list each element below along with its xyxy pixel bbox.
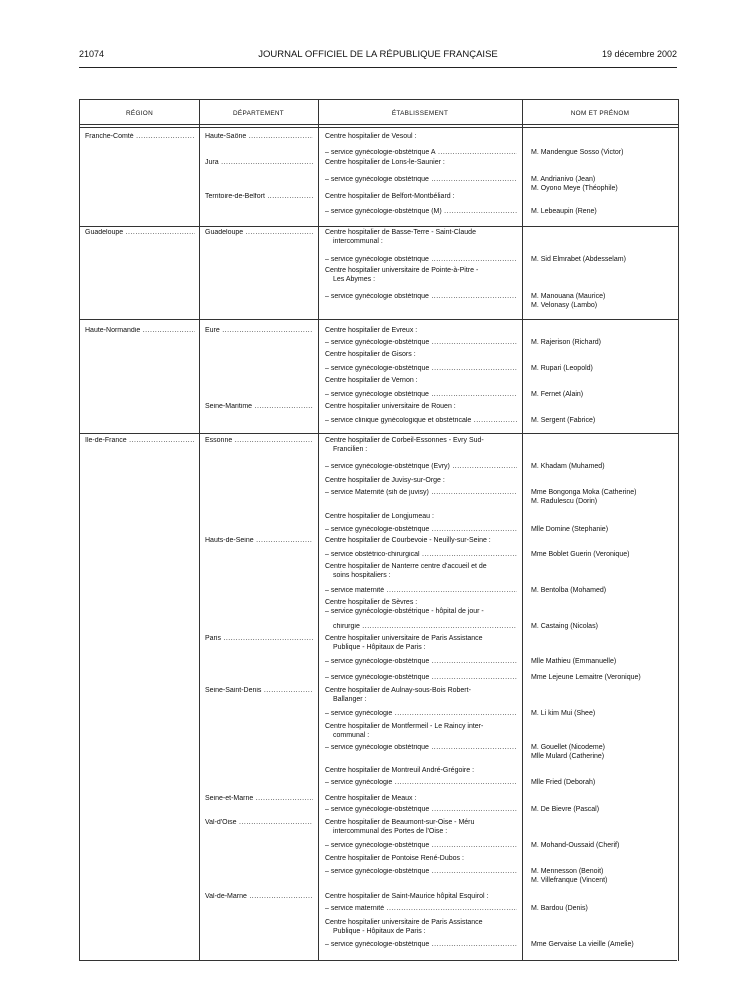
etablissement-title: Centre hospitalier de Aulnay-sous-Bois Robert- (325, 687, 471, 694)
etablissement-title: Centre hospitalier de Longjumeau : (325, 513, 434, 520)
etablissement-title: Centre hospitalier de Saint-Maurice hôpital Esquirol : (325, 893, 489, 900)
departement-label: Haute-Saône ..... (205, 133, 313, 141)
region-separator (80, 124, 678, 125)
person-name: M. Bentolba (Mohamed) (531, 587, 607, 594)
service-label: – service gynécologie-obstétrique ..... (325, 868, 517, 876)
person-name: M. Velonasy (Lambo) (531, 302, 598, 309)
person-name: M. Manouana (Maurice) (531, 293, 606, 300)
column-header-departement: DÉPARTEMENT (233, 110, 284, 117)
region-separator (80, 226, 678, 227)
person-name: Mme Bongonga Moka (Catherine) (531, 489, 637, 496)
service-label: – service clinique gynécologique et obstétricale ..... (325, 417, 517, 425)
person-name: Mme Lejeune Lemaitre (Veronique) (531, 674, 641, 681)
column-divider (199, 100, 200, 961)
service-label: – service gynécologie-obstétrique ..... (325, 365, 517, 373)
person-name: M. Sergent (Fabrice) (531, 417, 596, 424)
etablissement-title: Centre hospitalier de Basse-Terre - Saint-Claude (325, 229, 476, 236)
person-name: M. Li kim Mui (Shee) (531, 710, 596, 717)
service-label: – service gynécologie-obstétrique (M) ..... (325, 208, 517, 216)
etablissement-title: – service gynécologie-obstétrique - hôpital de jour - (325, 607, 484, 615)
etablissement-title: Centre hospitalier de Sèvres : (325, 599, 418, 606)
departement-label: Val-d'Oise ..... (205, 819, 313, 827)
column-divider (318, 100, 319, 961)
service-label: chirurgie ..... (333, 623, 517, 631)
person-name: M. Khadam (Muhamed) (531, 463, 605, 470)
departement-label: Essonne ..... (205, 437, 313, 445)
person-name: M. Bardou (Denis) (531, 905, 588, 912)
person-name: M. Radulescu (Dorin) (531, 498, 598, 505)
person-name: Mme Gervaise La vieille (Amelie) (531, 941, 634, 948)
etablissement-title: Centre hospitalier de Courbevoie - Neuilly-sur-Seine : (325, 537, 491, 544)
etablissement-title: Centre hospitalier universitaire de Paris Assistance (325, 635, 483, 642)
etablissement-title: Centre hospitalier de Lons-le-Saunier : (325, 159, 445, 166)
column-header-region: RÉGION (125, 110, 153, 117)
etablissement-title: Centre hospitalier de Nanterre centre d'accueil et de (325, 563, 487, 570)
journal-title: JOURNAL OFFICIEL DE LA RÉPUBLIQUE FRANÇAISE (258, 49, 498, 60)
table-bottom-rule (79, 960, 677, 961)
etablissement-title: Centre hospitalier universitaire de Rouen : (325, 403, 456, 410)
service-label: – service gynécologie-obstétrique ..... (325, 941, 517, 949)
service-label: – service gynécologie-obstétrique (Evry) ..... (325, 463, 517, 471)
region-label: Franche-Comté ..... (85, 133, 195, 141)
person-name: M. Fernet (Alain) (531, 391, 584, 398)
etablissement-title: Centre hospitalier de Gisors : (325, 351, 416, 358)
region-label: Haute-Normandie ..... (85, 327, 195, 335)
etablissement-title: intercommunal : (333, 237, 383, 245)
region-separator (80, 433, 678, 434)
etablissement-title: Centre hospitalier de Meaux : (325, 795, 417, 802)
service-label: – service gynécologie-obstétrique ..... (325, 526, 517, 534)
column-header-etablissement: ÉTABLISSEMENT (391, 110, 449, 117)
region-label: Ile-de-France ..... (85, 437, 195, 445)
region-label: Guadeloupe ..... (85, 229, 195, 237)
etablissement-title: communal : (333, 731, 370, 739)
service-label: – service gynécologie-obstétrique ..... (325, 842, 517, 850)
service-label: – service maternité ..... (325, 905, 517, 913)
person-name: M. Mohand-Oussaid (Cherif) (531, 842, 620, 849)
departement-label: Eure ..... (205, 327, 313, 335)
etablissement-title: Centre hospitalier de Juvisy-sur-Orge : (325, 477, 445, 484)
service-label: – service gynécologie-obstétrique ..... (325, 806, 517, 814)
etablissement-title: Publique - Hôpitaux de Paris : (333, 927, 426, 935)
service-label: – service gynécologie obstétrique ..... (325, 744, 517, 752)
etablissement-title: soins hospitaliers : (333, 571, 391, 579)
person-name: M. Andrianivo (Jean) (531, 176, 596, 183)
etablissement-title: Publique - Hôpitaux de Paris : (333, 643, 426, 651)
etablissement-title: Centre hospitalier de Evreux : (325, 327, 418, 334)
service-label: – service Maternité (sih de juvisy) ..... (325, 489, 517, 497)
etablissement-title: Centre hospitalier de Vesoul : (325, 133, 417, 140)
person-name: M. Mandengue Sosso (Victor) (531, 149, 624, 156)
person-name: M. Villefranque (Vincent) (531, 877, 608, 884)
person-name: Mlle Mathieu (Emmanuelle) (531, 658, 617, 665)
departement-label: Guadeloupe ..... (205, 229, 313, 237)
service-label: – service gynécologie-obstétrique ..... (325, 674, 517, 682)
person-name: M. Sid Elmrabet (Abdesselam) (531, 256, 626, 263)
departement-label: Seine-Saint-Denis ..... (205, 687, 313, 695)
etablissement-title: Centre hospitalier de Belfort-Montbéliard : (325, 193, 455, 200)
departement-label: Hauts-de-Seine ..... (205, 537, 313, 545)
service-label: – service gynécologie-obstétrique A ..... (325, 149, 517, 157)
person-name: M. Rajerison (Richard) (531, 339, 602, 346)
person-name: M. Lebeaupin (Rene) (531, 208, 597, 215)
service-label: – service maternité ..... (325, 587, 517, 595)
departement-label: Territoire-de-Belfort ..... (205, 193, 313, 201)
column-header-nom-prenom: NOM ET PRÉNOM (570, 110, 630, 117)
departement-label: Paris ..... (205, 635, 313, 643)
service-label: – service gynécologie obstétrique ..... (325, 176, 517, 184)
region-separator (80, 319, 678, 320)
service-label: – service obstétrico-chirurgical ..... (325, 551, 517, 559)
person-name: Mlle Mulard (Catherine) (531, 753, 605, 760)
service-label: – service gynécologie obstétrique ..... (325, 293, 517, 301)
person-name: Mme Boblet Guerin (Veronique) (531, 551, 630, 558)
departement-label: Val-de-Marne ..... (205, 893, 313, 901)
etablissement-title: Centre hospitalier universitaire de Paris Assistance (325, 919, 483, 926)
page-header (79, 49, 677, 63)
departement-label: Seine-Maritime ..... (205, 403, 313, 411)
service-label: – service gynécologie ..... (325, 779, 517, 787)
person-name: M. De Bievre (Pascal) (531, 806, 600, 813)
etablissement-title: Francilien : (333, 445, 368, 453)
person-name: M. Rupari (Leopold) (531, 365, 593, 372)
etablissement-title: intercommunal des Portes de l'Oise : (333, 827, 448, 835)
service-label: – service gynécologie obstétrique ..... (325, 391, 517, 399)
etablissement-title: Centre hospitalier de Vernon : (325, 377, 418, 384)
etablissement-title: Centre hospitalier universitaire de Pointe-à-Pitre - (325, 267, 479, 274)
person-name: M. Gouellet (Nicodeme) (531, 744, 605, 751)
person-name: Mlle Fried (Deborah) (531, 779, 596, 786)
etablissement-title: Ballanger : (333, 695, 367, 703)
departement-label: Seine-et-Marne ..... (205, 795, 313, 803)
etablissement-title: Centre hospitalier de Corbeil-Essonnes - Evry Sud- (325, 437, 484, 444)
page-number: 21074 (79, 49, 105, 59)
service-label: – service gynécologie-obstétrique ..... (325, 658, 517, 666)
etablissement-title: Centre hospitalier de Montreuil André-Grégoire : (325, 767, 475, 774)
departement-label: Jura ..... (205, 159, 313, 167)
person-name: Mlle Domine (Stephanie) (531, 526, 609, 533)
header-rule (79, 67, 677, 68)
person-name: M. Oyono Meye (Théophile) (531, 185, 618, 192)
person-name: M. Mennesson (Benoit) (531, 868, 604, 875)
etablissement-title: Les Abymes : (333, 275, 376, 283)
etablissement-title: Centre hospitalier de Beaumont-sur-Oise - Méru (325, 819, 475, 826)
service-label: – service gynécologie ..... (325, 710, 517, 718)
column-divider (522, 100, 523, 961)
person-name: M. Castaing (Nicolas) (531, 623, 598, 630)
publication-date: 19 décembre 2002 (601, 49, 677, 59)
etablissement-title: Centre hospitalier de Pontoise René-Dubos : (325, 855, 464, 862)
appointments-table (79, 99, 679, 961)
etablissement-title: Centre hospitalier de Montfermeil - Le Raincy inter- (325, 723, 484, 730)
service-label: – service gynécologie obstétrique ..... (325, 256, 517, 264)
service-label: – service gynécologie-obstétrique ..... (325, 339, 517, 347)
